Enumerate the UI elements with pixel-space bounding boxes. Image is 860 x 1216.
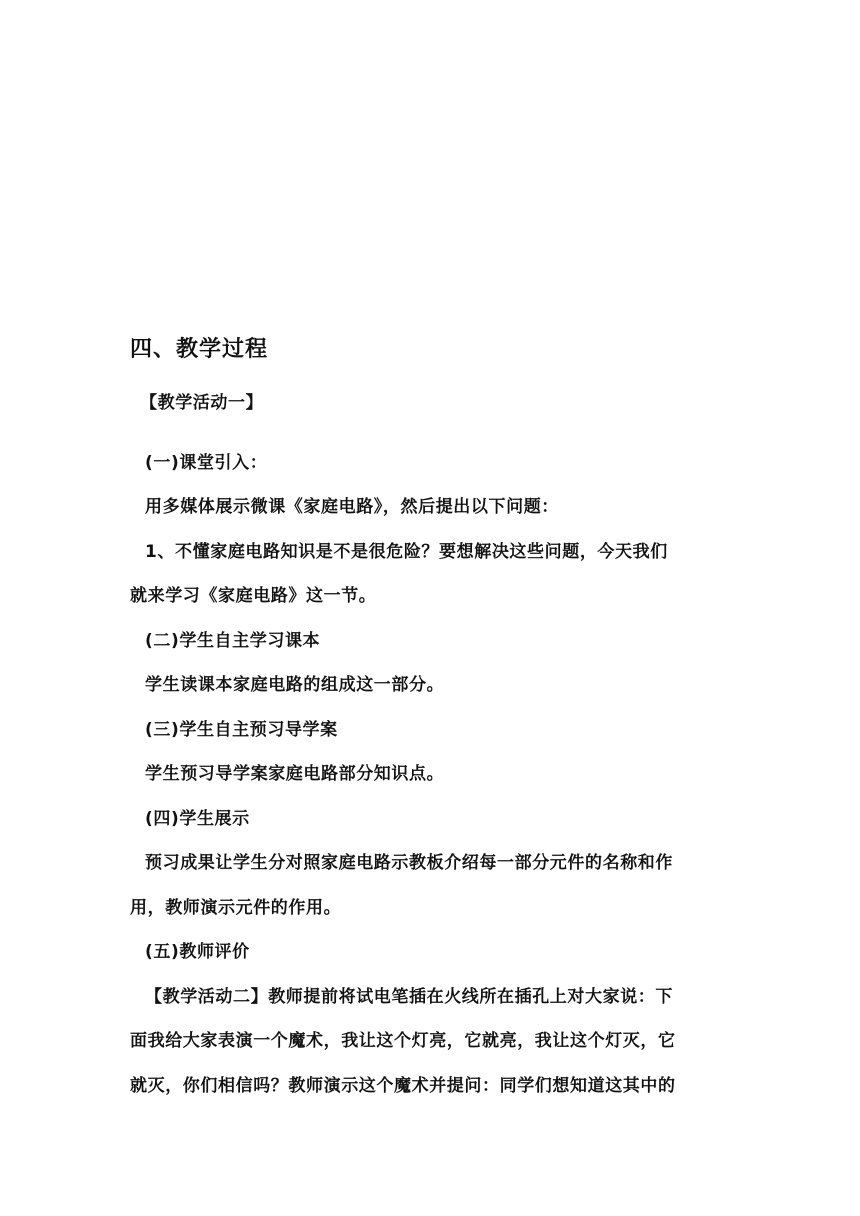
- activity-two-line-2: 面我给大家表演一个魔术，我让这个灯亮，它就亮，我让这个灯灭，它: [130, 1031, 676, 1051]
- section-heading: 四、教学过程: [130, 337, 269, 362]
- paragraph-question-line-2: 就来学习《家庭电路》这一节。: [130, 586, 377, 606]
- subsection-title-evaluation: (五)教师评价: [145, 942, 250, 962]
- subsection-title-self-study: (二)学生自主学习课本: [145, 631, 321, 651]
- paragraph-presentation-line-2: 用，教师演示元件的作用。: [130, 898, 342, 918]
- subsection-title-intro: (一)课堂引入：: [145, 453, 268, 473]
- paragraph-preview: 学生预习导学案家庭电路部分知识点。: [145, 764, 445, 784]
- activity-two-line-1: 【教学活动二】教师提前将试电笔插在火线所在插孔上对大家说：下: [145, 987, 673, 1007]
- subsection-title-preview: (三)学生自主预习导学案: [145, 720, 338, 740]
- activity-one-label: 【教学活动一】: [140, 393, 264, 413]
- paragraph-question-line-1: 1、不懂家庭电路知识是不是很危险？要想解决这些问题，今天我们: [145, 542, 668, 562]
- activity-two-line-3: 就灭，你们相信吗？教师演示这个魔术并提问：同学们想知道这其中的: [130, 1076, 676, 1096]
- paragraph-presentation-line-1: 预习成果让学生分对照家庭电路示教板介绍每一部分元件的名称和作: [145, 853, 673, 873]
- subsection-title-presentation: (四)学生展示: [145, 809, 250, 829]
- paragraph-intro: 用多媒体展示微课《家庭电路》，然后提出以下问题：: [145, 497, 559, 517]
- paragraph-self-study: 学生读课本家庭电路的组成这一部分。: [145, 675, 445, 695]
